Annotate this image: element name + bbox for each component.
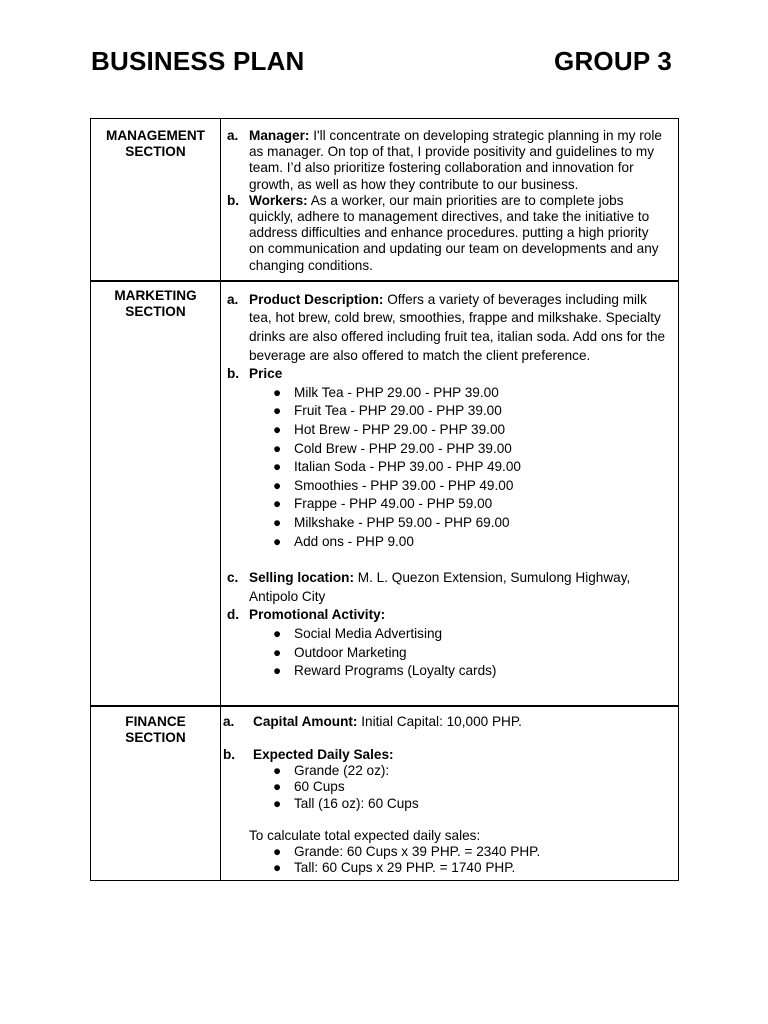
list-item	[273, 495, 666, 514]
bullet-icon: ●	[273, 644, 282, 660]
price-entry: Add ons - PHP 9.00	[294, 533, 414, 549]
bullet-icon: ●	[273, 795, 282, 811]
manager-text: I'll concentrate on developing strategic planning in my role as manager. On top of that, I provide positivity and guidelines to my team. I’d also prioritize fostering collaboration and innovation for growth, as well as how they contribute to our business.	[249, 128, 662, 192]
bullet-icon: ●	[273, 477, 282, 493]
list-item	[273, 477, 666, 496]
finance-label-line2: SECTION	[125, 729, 186, 745]
promo-entry: Outdoor Marketing	[294, 644, 407, 660]
management-row	[91, 119, 679, 281]
list-item	[273, 402, 666, 421]
management-label-line2: SECTION	[125, 144, 186, 160]
workers-item	[227, 192, 666, 274]
calc-intro: To calculate total expected daily sales:	[249, 827, 481, 843]
finance-row	[91, 706, 679, 881]
list-item	[273, 844, 666, 860]
page-header	[91, 46, 672, 77]
list-item	[273, 421, 666, 440]
selling-location-text: M. L. Quezon Extension, Sumulong Highway, Antipolo City	[249, 570, 631, 604]
calc-entry: Tall: 60 Cups x 29 PHP. = 1740 PHP.	[294, 860, 516, 876]
list-marker: c.	[227, 570, 239, 586]
finance-content-cell	[221, 706, 679, 881]
management-label-line1: MANAGEMENT	[106, 128, 205, 143]
price-entry: Hot Brew - PHP 29.00 - PHP 39.00	[294, 421, 506, 437]
calc-list	[249, 844, 666, 876]
capital-amount-text: Initial Capital: 10,000 PHP.	[357, 713, 522, 729]
list-item	[273, 779, 666, 795]
bullet-icon: ●	[273, 459, 282, 475]
list-item	[273, 662, 666, 681]
price-entry: Cold Brew - PHP 29.00 - PHP 39.00	[294, 440, 512, 456]
list-item	[273, 860, 666, 876]
page-title: BUSINESS PLAN	[91, 46, 305, 76]
expected-daily-sales-heading: Expected Daily Sales:	[253, 746, 394, 762]
spacer	[249, 551, 666, 569]
bullet-icon: ●	[273, 421, 282, 437]
price-entry: Italian Soda - PHP 39.00 - PHP 49.00	[294, 459, 521, 475]
list-item	[273, 796, 666, 812]
bullet-icon: ●	[273, 514, 282, 530]
list-item	[273, 458, 666, 477]
daily-sales-list	[253, 763, 666, 812]
list-item	[273, 384, 666, 403]
marketing-label-line2: SECTION	[125, 304, 186, 320]
bullet-icon: ●	[273, 625, 282, 641]
promo-list	[249, 625, 666, 681]
list-marker: b.	[227, 366, 240, 382]
marketing-content-cell	[221, 281, 679, 706]
capital-amount-heading: Capital Amount:	[253, 713, 358, 729]
bullet-icon: ●	[273, 384, 282, 400]
finance-label-line1: FINANCE	[125, 713, 186, 729]
bullet-icon: ●	[273, 663, 282, 679]
spacer	[249, 730, 666, 747]
daily-sales-entry: 60 Cups	[294, 779, 345, 795]
daily-sales-entry: Grande (22 oz):	[294, 763, 390, 779]
bullet-icon: ●	[273, 763, 282, 779]
manager-heading: Manager:	[249, 128, 310, 143]
price-entry: Milkshake - PHP 59.00 - PHP 69.00	[294, 514, 510, 530]
management-label-cell	[91, 119, 221, 281]
promotional-activity-heading: Promotional Activity:	[249, 607, 386, 623]
capital-amount-item	[223, 713, 666, 730]
product-description-item	[227, 291, 666, 365]
marketing-label-cell	[91, 281, 221, 706]
list-item	[273, 763, 666, 779]
list-marker: a.	[227, 128, 239, 143]
list-item	[273, 644, 666, 663]
price-entry: Smoothies - PHP 39.00 - PHP 49.00	[294, 477, 514, 493]
promo-entry: Reward Programs (Loyalty cards)	[294, 663, 497, 679]
price-list	[249, 384, 666, 551]
price-heading: Price	[249, 366, 283, 382]
selling-location-heading: Selling location:	[249, 570, 354, 586]
price-entry: Milk Tea - PHP 29.00 - PHP 39.00	[294, 384, 499, 400]
list-item	[273, 440, 666, 459]
finance-label-cell	[91, 706, 221, 881]
bullet-icon: ●	[273, 440, 282, 456]
price-entry: Fruit Tea - PHP 29.00 - PHP 39.00	[294, 403, 502, 419]
price-item	[227, 365, 666, 551]
list-marker: b.	[223, 746, 236, 762]
bullet-icon: ●	[273, 843, 282, 859]
promo-entry: Social Media Advertising	[294, 625, 443, 641]
product-description-text: Offers a variety of beverages including milk tea, hot brew, cold brew, smoothies, frappe and milkshake. Specialty drinks are also offered including fruit tea, italian soda. Add ons for the beverage are also offered to match the client preference.	[249, 291, 666, 363]
spacer	[249, 812, 666, 828]
bullet-icon: ●	[273, 860, 282, 876]
daily-sales-entry: Tall (16 oz): 60 Cups	[294, 795, 419, 811]
selling-location-item	[227, 569, 666, 606]
price-entry: Frappe - PHP 49.00 - PHP 59.00	[294, 496, 493, 512]
group-label: GROUP 3	[554, 46, 672, 76]
bullet-icon: ●	[273, 779, 282, 795]
list-item	[273, 514, 666, 533]
marketing-label-line1: MARKETING	[114, 287, 197, 303]
bullet-icon: ●	[273, 533, 282, 549]
calc-entry: Grande: 60 Cups x 39 PHP. = 2340 PHP.	[294, 843, 541, 859]
manager-item	[227, 128, 666, 193]
list-marker: a.	[227, 291, 239, 307]
marketing-row	[91, 281, 679, 706]
list-marker: a.	[223, 713, 235, 729]
business-plan-table	[90, 118, 679, 881]
workers-text: As a worker, our main priorities are to complete jobs quickly, adhere to management directives, and take the initiative to address difficulties and enhance procedures. putting a high priority on communication and updating our team on developments and any changing conditions.	[249, 192, 659, 273]
expected-daily-sales-item	[223, 746, 666, 812]
product-description-heading: Product Description:	[249, 291, 384, 307]
bullet-icon: ●	[273, 496, 282, 512]
promotional-activity-item	[227, 606, 666, 680]
list-item	[273, 625, 666, 644]
management-content-cell	[221, 119, 679, 281]
workers-heading: Workers:	[249, 192, 308, 208]
list-marker: b.	[227, 192, 240, 208]
bullet-icon: ●	[273, 403, 282, 419]
list-marker: d.	[227, 607, 240, 623]
list-item	[273, 533, 666, 552]
